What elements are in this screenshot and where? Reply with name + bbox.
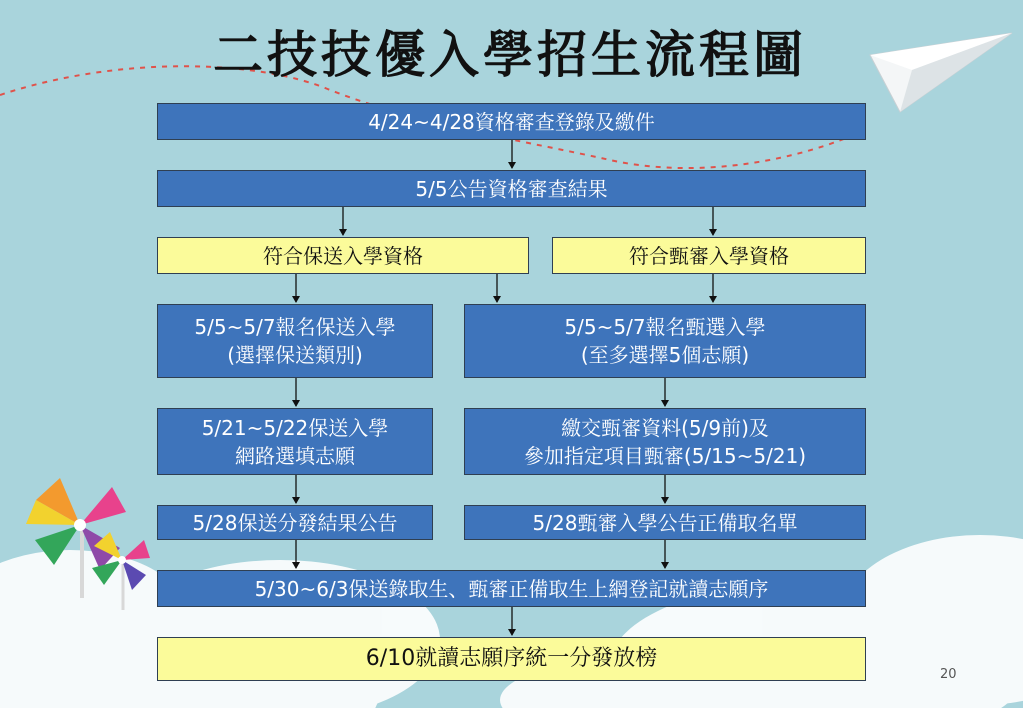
step-qualify-audition (552, 237, 866, 274)
clouds (0, 535, 1023, 708)
step-registration-label: 4/24~4/28資格審查登錄及繳件 (368, 109, 655, 134)
step-review-result-label: 5/5公告資格審查結果 (415, 176, 608, 201)
step-audition-signup (464, 304, 866, 378)
step-registration (157, 103, 866, 140)
step-final-assignment (157, 637, 866, 681)
step-audition-signup-line2: (至多選擇5個志願) (580, 343, 750, 367)
step-final-assignment-label: 6/10就讀志願序統一分發放榜 (365, 646, 658, 671)
step-audition-result (464, 505, 866, 540)
step-recommend-result (157, 505, 433, 540)
step-recommend-result-label: 5/28保送分發結果公告 (192, 510, 398, 535)
paper-plane-icon (870, 33, 1012, 112)
page-number: 20 (940, 667, 957, 682)
step-recommend-signup-line1: 5/5~5/7報名保送入學 (194, 315, 396, 339)
step-review-result (157, 170, 866, 207)
step-audition-result-label: 5/28甄審入學公告正備取名單 (532, 510, 798, 535)
step-qualify-audition-label: 符合甄審入學資格 (629, 243, 789, 268)
step-audition-docs-line1: 繳交甄審資料(5/9前)及 (561, 415, 769, 440)
step-qualify-recommend (157, 237, 529, 274)
step-recommend-signup-line2: (選擇保送類別) (227, 343, 363, 367)
step-audition-docs-line2: 參加指定項目甄審(5/15~5/21) (523, 443, 807, 468)
step-recommend-choice (157, 408, 433, 475)
page-title: 二技技優入學招生流程圖 (213, 26, 807, 84)
step-enroll-register-label: 5/30~6/3保送錄取生、甄審正備取生上網登記就讀志願序 (254, 576, 769, 601)
step-qualify-recommend-label: 符合保送入學資格 (263, 243, 423, 268)
step-recommend-signup (157, 304, 433, 378)
step-recommend-choice-line1: 5/21~5/22保送入學 (201, 415, 389, 440)
step-audition-signup-line1: 5/5~5/7報名甄選入學 (564, 315, 766, 339)
step-audition-docs (464, 408, 866, 475)
step-enroll-register (157, 570, 866, 607)
step-recommend-choice-line2: 網路選填志願 (235, 443, 355, 468)
